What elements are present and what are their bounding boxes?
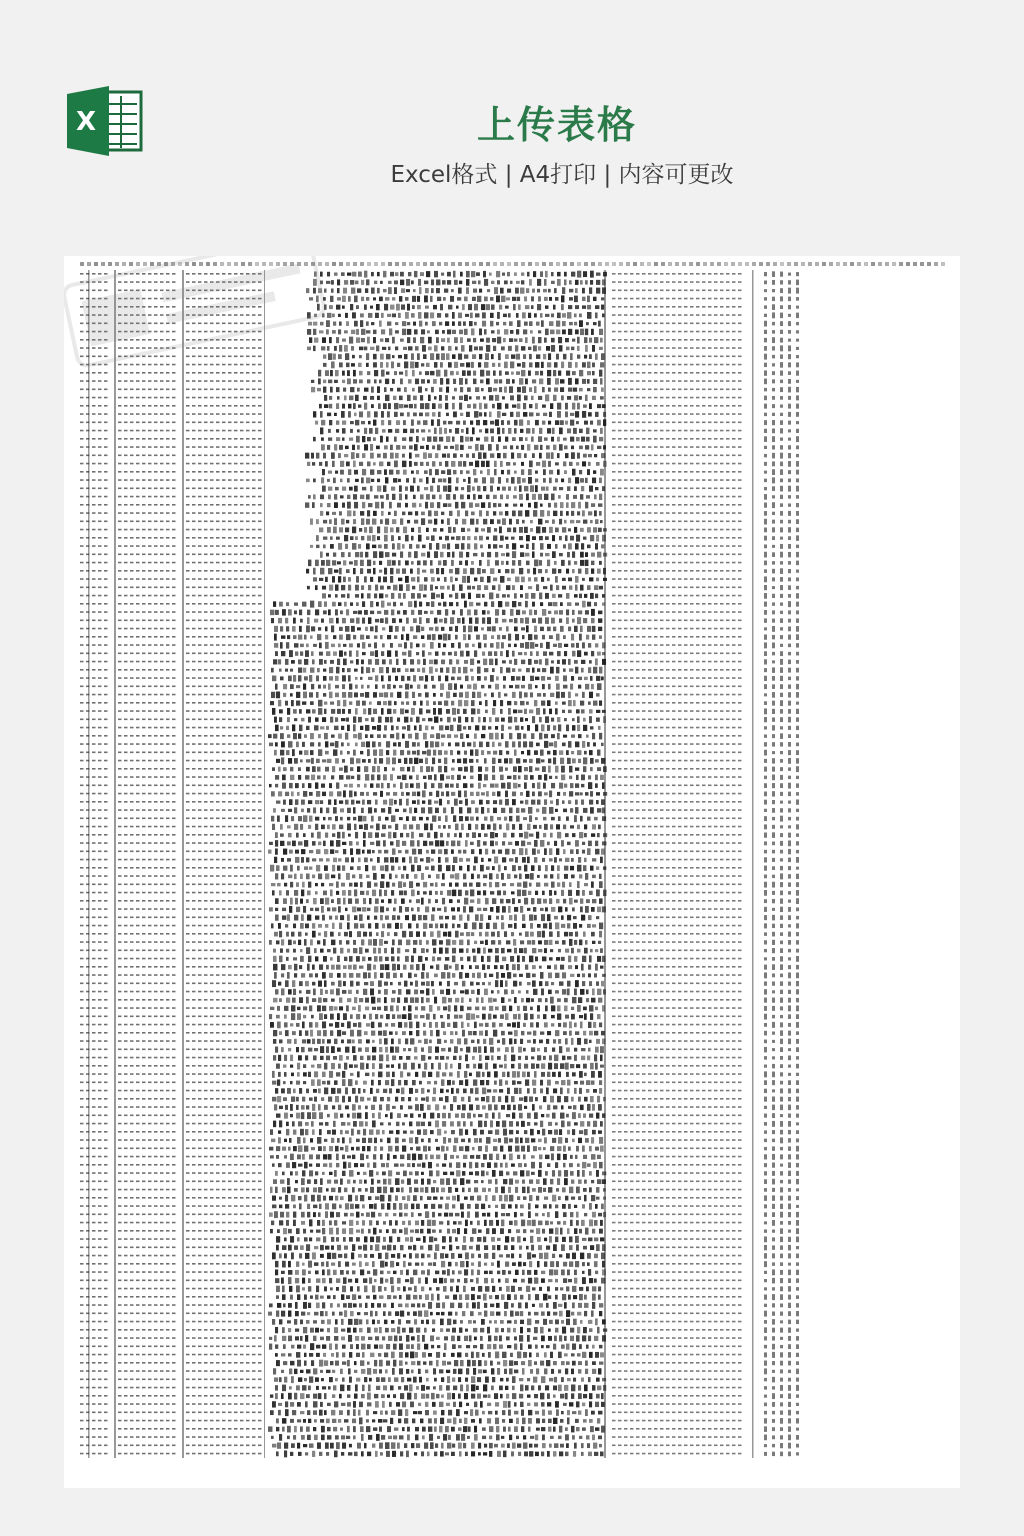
table-row [80,1005,799,1012]
table-row [80,502,799,509]
table-row [80,469,799,476]
table-row [80,708,799,715]
table-row [80,667,799,674]
table-row [80,576,799,583]
table-row [80,931,799,938]
table-row [80,1409,799,1416]
table-row [80,411,799,418]
table-row [80,799,799,806]
table-row [80,1393,799,1400]
table-row [80,1450,799,1457]
table-row [80,1360,799,1367]
table-row [80,560,799,567]
table-row [80,601,799,608]
table-row [80,1327,799,1334]
table-row [80,683,799,690]
table-row [80,865,799,872]
table-row [80,889,799,896]
table-row [80,1120,799,1127]
table-row [80,634,799,641]
table-row [80,1145,799,1152]
table-row [80,658,799,665]
table-row [80,1343,799,1350]
table-row [80,485,799,492]
table-row [80,444,799,451]
table-row [80,378,799,385]
table-row [80,766,799,773]
table-row [80,1335,799,1342]
table-row [80,427,799,434]
table-row [80,403,799,410]
table-row [80,1063,799,1070]
table-row [80,922,799,929]
table-row [80,790,799,797]
table-row [80,361,799,368]
table-row [80,1252,799,1259]
table-row [80,1178,799,1185]
table-row [80,394,799,401]
table-row [80,452,799,459]
table-row [80,1417,799,1424]
table-row [80,1137,799,1144]
table-row [80,1302,799,1309]
table-row [80,964,799,971]
table-row [80,832,799,839]
table-row [80,1442,799,1449]
table-row [80,1104,799,1111]
table-row [80,592,799,599]
table-row [80,1038,799,1045]
svg-text:X: X [75,107,97,137]
table-row [80,1244,799,1251]
page-title: 上传表格 [476,103,637,147]
table-row [80,1376,799,1383]
table-row [80,939,799,946]
spreadsheet-preview [64,256,960,1488]
table-row [80,353,799,360]
table-row [80,617,799,624]
table-row [80,1112,799,1119]
table-row [80,1170,799,1177]
table-row [80,1153,799,1160]
table-row [80,980,799,987]
table-row [80,1236,799,1243]
table-row [80,807,799,814]
table-row [80,1368,799,1375]
table-row [80,733,799,740]
table-row [80,1096,799,1103]
table-row [80,419,799,426]
table-row [80,510,799,517]
table-row [80,1162,799,1169]
table-row [80,716,799,723]
table-row [80,1426,799,1433]
table-row [80,625,799,632]
table-row [80,757,799,764]
table-row [80,650,799,657]
table-row [80,1384,799,1391]
table-row [80,370,799,377]
table-row [80,840,799,847]
table-row [80,543,799,550]
table-row [80,1195,799,1202]
table-row [80,947,799,954]
table-row [80,1079,799,1086]
table-row [80,691,799,698]
table-row [80,526,799,533]
table-row [80,1186,799,1193]
table-row [80,1269,799,1276]
spreadsheet-rows [64,256,960,1488]
table-row [80,955,799,962]
table-row [80,1046,799,1053]
table-row [80,972,799,979]
table-row [80,436,799,443]
table-row [80,642,799,649]
table-row [80,815,799,822]
table-row [80,997,799,1004]
table-row [80,1285,799,1292]
table-row [80,700,799,707]
table-row [80,898,799,905]
table-row [80,518,799,525]
table-row [80,1030,799,1037]
table-row [80,386,799,393]
table-row [80,1013,799,1020]
table-row [80,1087,799,1094]
table-row [80,1434,799,1441]
table-row [80,609,799,616]
table-row [80,1294,799,1301]
table-row [80,477,799,484]
table-row [80,914,799,921]
table-row [80,1021,799,1028]
table-row [80,774,799,781]
table-row [80,741,799,748]
table-row [80,584,799,591]
table-row [80,1219,799,1226]
table-row [80,1211,799,1218]
table-row [80,782,799,789]
table-row [80,1129,799,1136]
table-row [80,494,799,501]
table-row [80,535,799,542]
table-row [80,988,799,995]
table-row [80,1318,799,1325]
table-row [80,1261,799,1268]
table-row [80,1203,799,1210]
table-row [80,1071,799,1078]
table-row [80,873,799,880]
table-row [80,823,799,830]
table-row [80,881,799,888]
table-row [80,461,799,468]
table-row [80,906,799,913]
table-row [80,675,799,682]
table-row [80,551,799,558]
page-subtitle: Excel格式 | A4打印 | 内容可更改 [390,162,734,188]
table-row [80,724,799,731]
table-row [80,1351,799,1358]
table-row [80,848,799,855]
table-row [80,749,799,756]
table-row [80,856,799,863]
table-row [80,1054,799,1061]
table-row [80,1277,799,1284]
table-row [80,568,799,575]
table-row [80,1401,799,1408]
table-row [80,1310,799,1317]
table-row [80,1228,799,1235]
